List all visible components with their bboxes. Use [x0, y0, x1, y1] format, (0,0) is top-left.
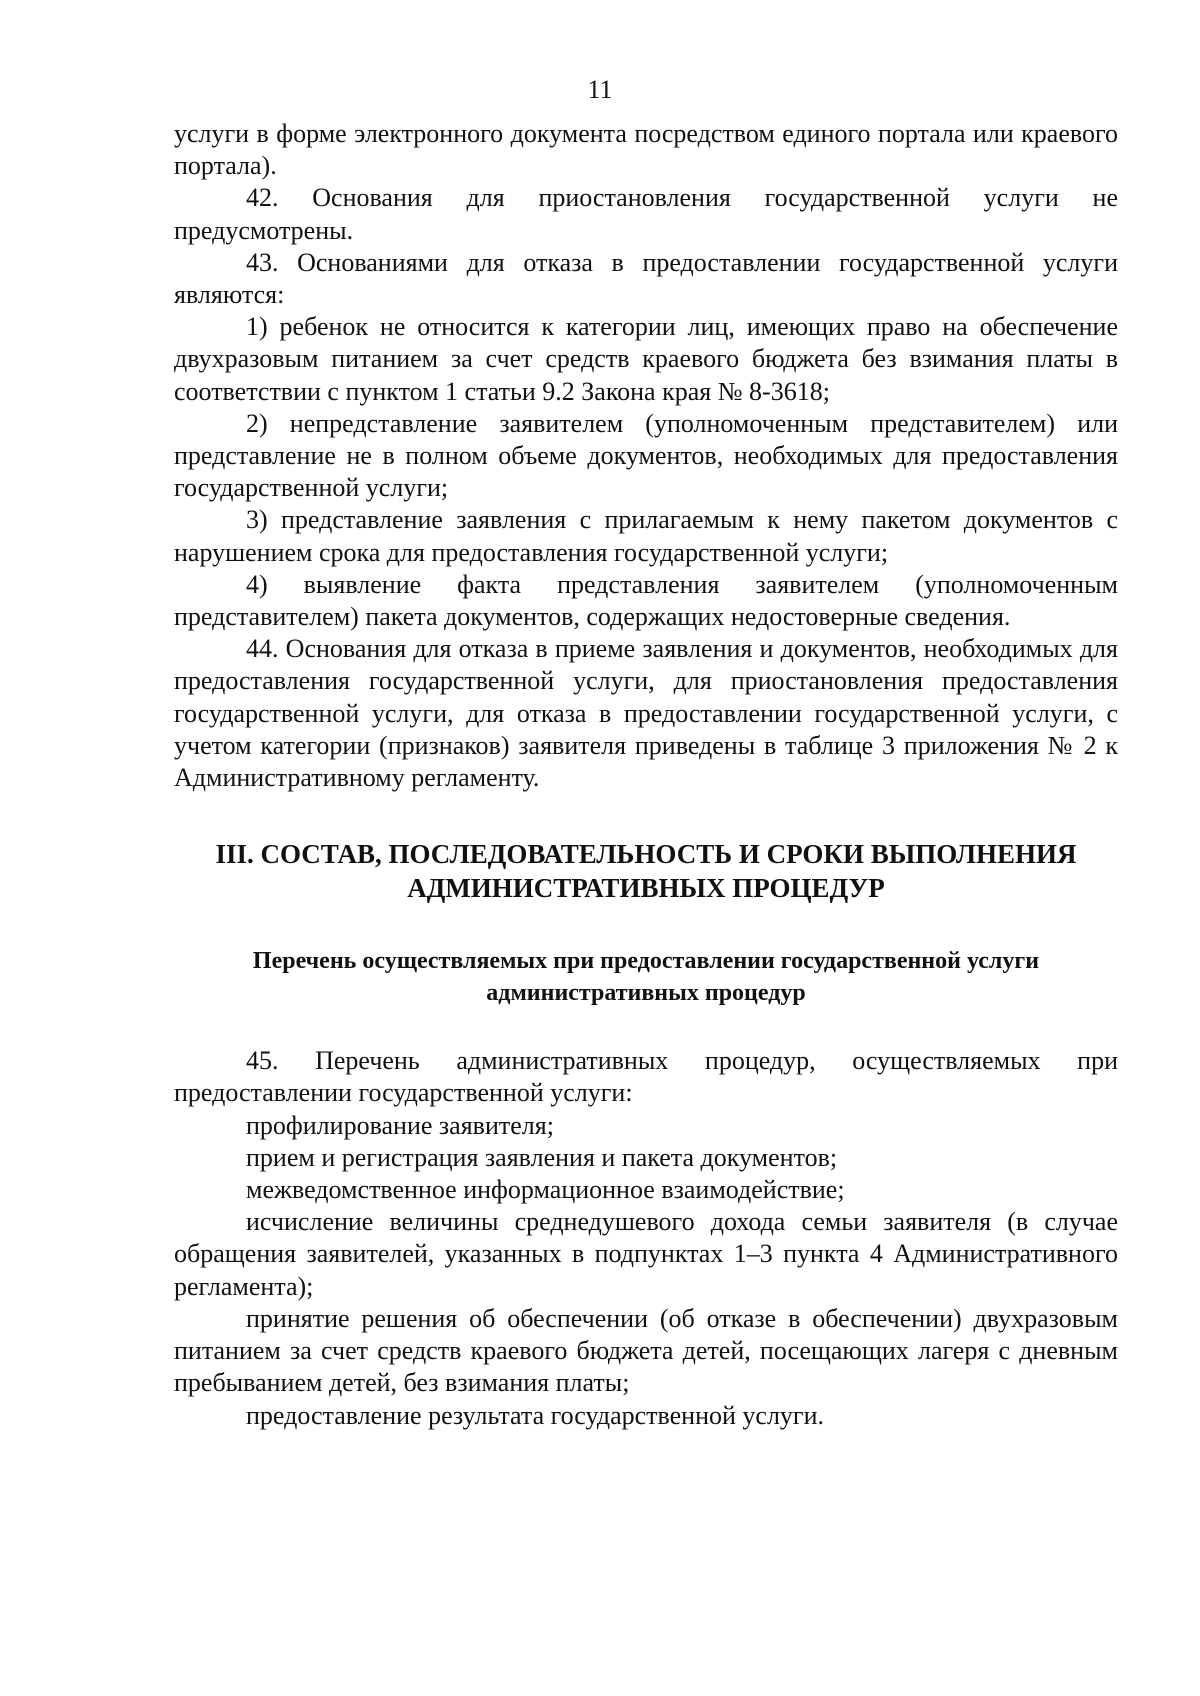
subheading-line-2: административных процедур [486, 980, 806, 1007]
section-heading [174, 837, 1118, 905]
paragraph-43-item-2: 2) непредставление заявителем (уполномоченным представителем) или представление не в полном объеме документов, необходимых для предоставления государственной услуги; [174, 408, 1118, 503]
section-heading-line-1: III. СОСТАВ, ПОСЛЕДОВАТЕЛЬНОСТЬ И СРОКИ ВЫПОЛНЕНИЯ [215, 839, 1077, 870]
page-number: 11 [587, 75, 613, 104]
procedure-item: профилирование заявителя; [246, 1110, 554, 1140]
paragraph-44: 44. Основания для отказа в приеме заявления и документов, необходимых для предоставления государственной услуги, для приостановления предоставления государственной услуги, для отказа в предоставлении государственной услуги, с учетом категории (признаков) заявителя приведены в таблице 3 приложения № 2 к Административному регламенту. [174, 634, 1118, 793]
subheading-line-1: Перечень осуществляемых при предоставлении государственной услуги [252, 948, 1040, 975]
subheading [174, 945, 1118, 1009]
paragraph-43-item-1: 1) ребенок не относится к категории лиц, имеющих право на обеспечение двухразовым питанием за счет средств краевого бюджета без взимания платы в соответствии с пунктом 1 статьи 9.2 Закона края № 8-3618; [174, 312, 1118, 406]
paragraph-45: 45. Перечень административных процедур, осуществляемых при предоставлении государственной услуги: [174, 1046, 1118, 1108]
procedure-item: предоставление результата государственной услуги. [246, 1400, 825, 1430]
document-body [174, 118, 1118, 1432]
paragraph-43-item-4: 4) выявление факта представления заявителем (уполномоченным представителем) пакета документов, содержащих недостоверные сведения. [174, 569, 1118, 632]
procedure-item: исчисление величины среднедушевого дохода семьи заявителя (в случае обращения заявителей, указанных в подпунктах 1–3 пункта 4 Административного регламента); [174, 1207, 1118, 1301]
paragraph-41-continuation: услуги в форме электронного документа посредством единого портала или краевого портала). [174, 119, 1118, 181]
section-heading-line-2: АДМИНИСТРАТИВНЫХ ПРОЦЕДУР [407, 873, 885, 904]
paragraph-43-item-3: 3) представление заявления с прилагаемым к нему пакетом документов с нарушением срока для предоставления государственной услуги; [174, 505, 1118, 567]
procedure-item: межведомственное информационное взаимодействие; [246, 1175, 845, 1205]
paragraph-43: 43. Основаниями для отказа в предоставлении государственной услуги являются: [174, 247, 1118, 310]
procedure-item: прием и регистрация заявления и пакета документов; [246, 1142, 838, 1172]
paragraph-42: 42. Основания для приостановления государственной услуги не предусмотрены. [174, 183, 1118, 245]
procedure-item: принятие решения об обеспечении (об отказе в обеспечении) двухразовым питанием за счет средств краевого бюджета детей, посещающих лагеря с дневным пребыванием детей, без взимания платы; [174, 1303, 1118, 1398]
